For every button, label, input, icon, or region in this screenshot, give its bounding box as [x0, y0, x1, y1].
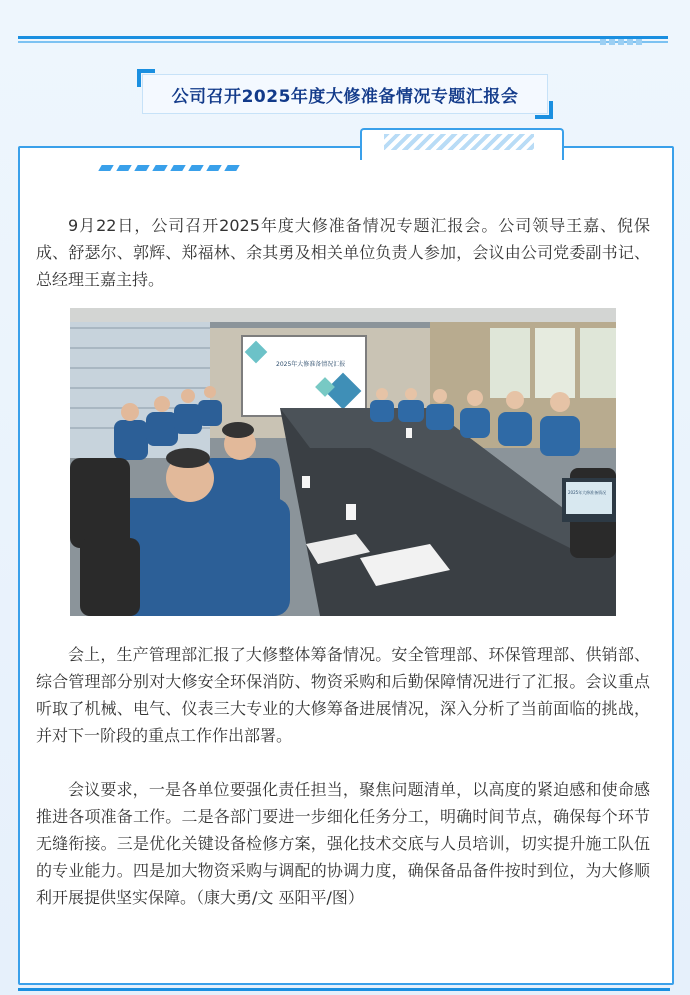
article-title: 公司召开2025年度大修准备情况专题汇报会: [171, 86, 519, 107]
paragraph-intro: 9月22日，公司召开2025年度大修准备情况专题汇报会。公司领导王嘉、倪保成、舒瑟尔、郭辉、郑福林、余其勇及相关单位负责人参加，会议由公司党委副书记、总经理王嘉主持。: [36, 216, 650, 289]
corner-bracket-decoration: [137, 69, 155, 87]
screen-title-text: 2025年大修准备情况汇报: [276, 361, 346, 368]
decorative-squares: [600, 30, 670, 44]
corner-bracket-decoration: [535, 101, 553, 119]
card-tab-stripes: [384, 134, 534, 150]
footer-divider: [18, 988, 670, 991]
paragraph-report: 会上，生产管理部汇报了大修整体筹备情况。安全管理部、环保管理部、供销部、综合管理部分别对大修安全环保消防、物资采购和后勤保障情况进行了汇报。会议重点听取了机械、电气、仪表三大专业的大修筹备进展情况，深入分析了当前面临的挑战，并对下一阶段的重点工作作出部署。: [36, 645, 650, 745]
slash-decoration: [100, 156, 250, 164]
header-divider-thin: [18, 41, 668, 43]
meeting-photo: [70, 308, 616, 616]
paragraph-requirements: 会议要求，一是各单位要强化责任担当，聚焦问题清单，以高度的紧迫感和使命感推进各项准备工作。二是各部门要进一步细化任务分工，明确时间节点，确保每个环节无缝衔接。三是优化关键设备检修方案，强化技术交底与人员培训，切实提升施工队伍的专业能力。四是加大物资采购与调配的协调力度，确保备品备件按时到位，为大修顺利开展提供坚实保障。（康大勇/文 巫阳平/图）: [36, 780, 650, 907]
laptop-screen-text: 2025年大修准备情况: [568, 490, 607, 495]
header-divider: [18, 36, 668, 39]
title-banner: [142, 74, 548, 114]
